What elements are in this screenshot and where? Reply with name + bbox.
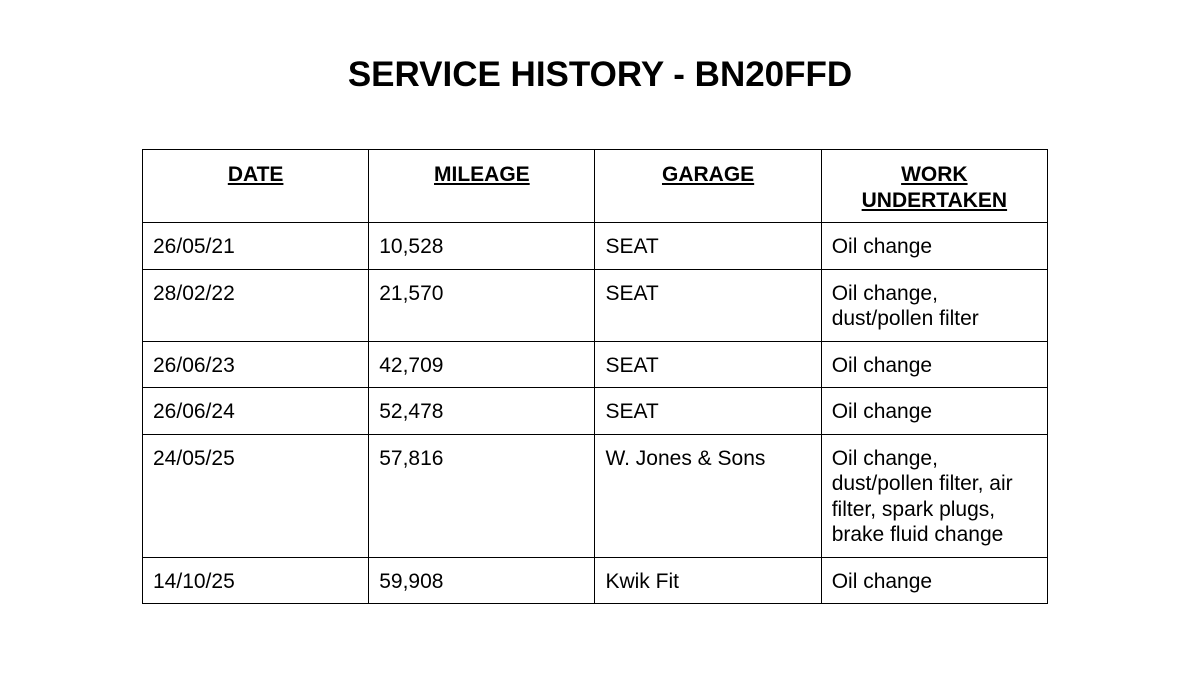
- cell-work: Oil change: [821, 341, 1047, 388]
- cell-date: 26/05/21: [143, 223, 369, 270]
- page-title: SERVICE HISTORY - BN20FFD: [347, 55, 853, 94]
- cell-date: 14/10/25: [143, 557, 369, 604]
- service-history-table: [142, 149, 1048, 604]
- cell-mileage: 59,908: [369, 557, 595, 604]
- header-work-undertaken: WORK UNDERTAKEN: [821, 150, 1047, 223]
- cell-mileage: 57,816: [369, 434, 595, 557]
- cell-date: 26/06/23: [143, 341, 369, 388]
- table-header-row: [143, 150, 1048, 223]
- cell-garage: SEAT: [595, 388, 821, 435]
- header-date: DATE: [143, 150, 369, 223]
- header-mileage: MILEAGE: [369, 150, 595, 223]
- table-row: [143, 557, 1048, 604]
- header-garage: GARAGE: [595, 150, 821, 223]
- cell-mileage: 10,528: [369, 223, 595, 270]
- table-row: [143, 388, 1048, 435]
- cell-garage: SEAT: [595, 223, 821, 270]
- cell-work: Oil change: [821, 388, 1047, 435]
- cell-date: 26/06/24: [143, 388, 369, 435]
- cell-work: Oil change: [821, 223, 1047, 270]
- cell-work: Oil change, dust/pollen filter, air filter, spark plugs, brake fluid change: [821, 434, 1047, 557]
- table-row: [143, 341, 1048, 388]
- cell-mileage: 21,570: [369, 269, 595, 341]
- table-row: [143, 269, 1048, 341]
- cell-mileage: 42,709: [369, 341, 595, 388]
- cell-date: 24/05/25: [143, 434, 369, 557]
- cell-date: 28/02/22: [143, 269, 369, 341]
- cell-work: Oil change, dust/pollen filter: [821, 269, 1047, 341]
- cell-work: Oil change: [821, 557, 1047, 604]
- table-row: [143, 223, 1048, 270]
- cell-garage: SEAT: [595, 269, 821, 341]
- cell-mileage: 52,478: [369, 388, 595, 435]
- table-row: [143, 434, 1048, 557]
- cell-garage: Kwik Fit: [595, 557, 821, 604]
- cell-garage: SEAT: [595, 341, 821, 388]
- cell-garage: W. Jones & Sons: [595, 434, 821, 557]
